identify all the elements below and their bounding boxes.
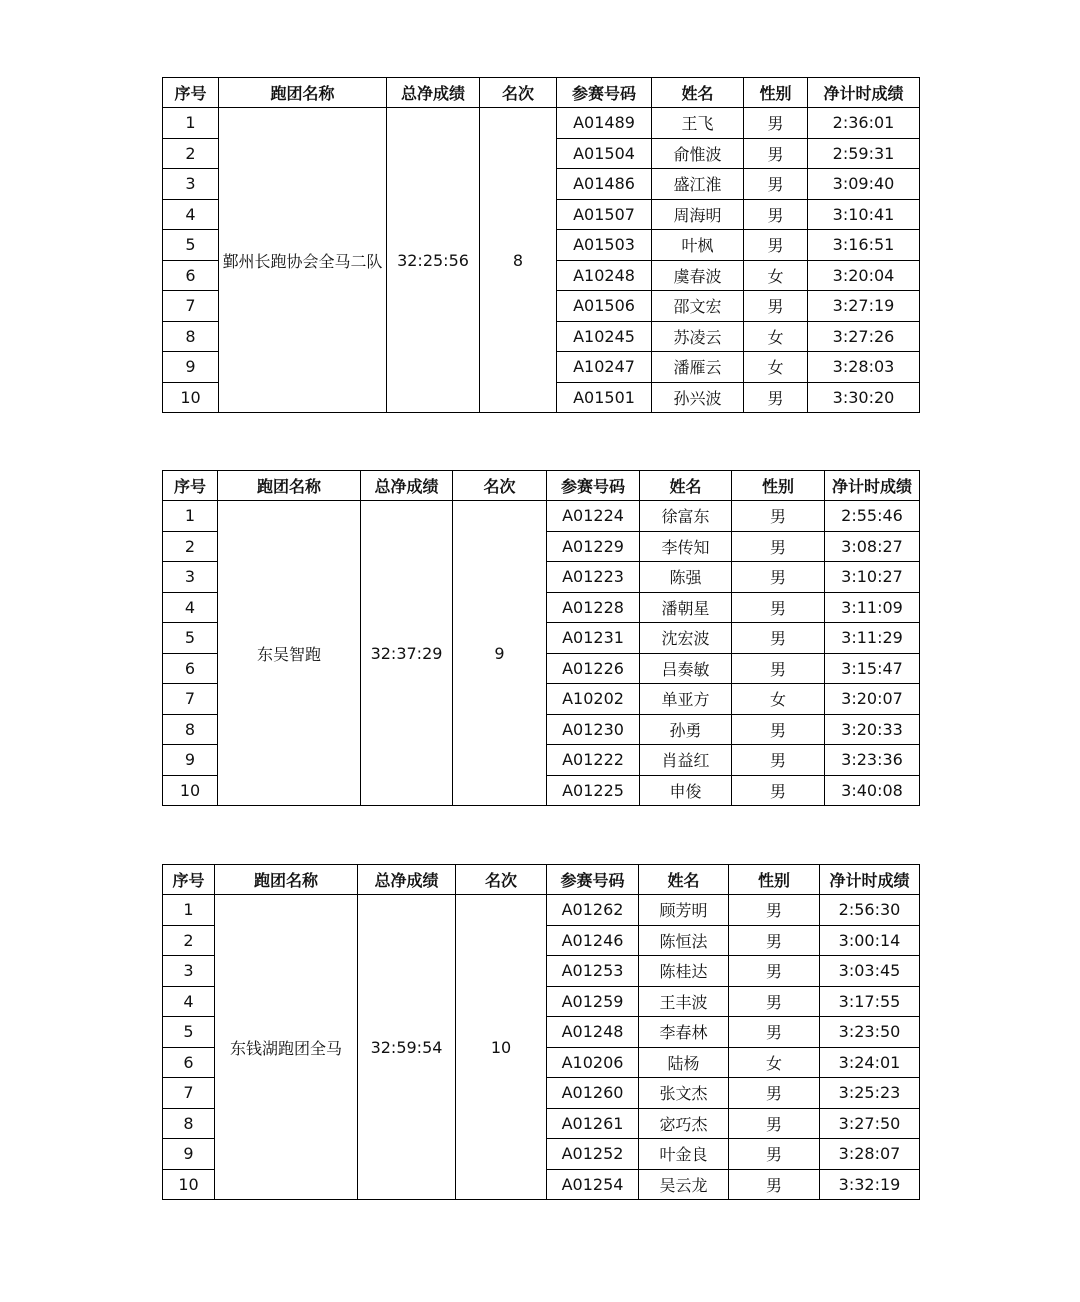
bib-number: A01501 xyxy=(557,382,652,413)
runner-gender: 男 xyxy=(732,592,825,623)
bib-number: A01262 xyxy=(547,895,639,926)
header-name: 姓名 xyxy=(652,78,744,108)
runner-name: 邵文宏 xyxy=(652,291,744,322)
runner-name: 单亚方 xyxy=(640,684,732,715)
runner-gender: 男 xyxy=(729,1169,820,1200)
header-row xyxy=(163,78,920,108)
bib-number: A01231 xyxy=(547,623,640,654)
header-total: 总净成绩 xyxy=(358,865,456,895)
runner-gender: 男 xyxy=(732,501,825,532)
bib-number: A01225 xyxy=(547,775,640,806)
row-number: 5 xyxy=(163,623,218,654)
row-number: 3 xyxy=(163,169,219,200)
net-time: 3:10:27 xyxy=(825,562,920,593)
runner-gender: 男 xyxy=(732,775,825,806)
runner-gender: 男 xyxy=(732,562,825,593)
header-team: 跑团名称 xyxy=(218,471,361,501)
table-row xyxy=(163,108,920,139)
bib-number: A01226 xyxy=(547,653,640,684)
runner-gender: 男 xyxy=(729,1078,820,1109)
runner-gender: 男 xyxy=(732,653,825,684)
runner-name: 潘雁云 xyxy=(652,352,744,383)
net-time: 2:59:31 xyxy=(808,138,920,169)
runner-gender: 女 xyxy=(744,321,808,352)
header-name: 姓名 xyxy=(640,471,732,501)
bib-number: A01504 xyxy=(557,138,652,169)
net-time: 2:55:46 xyxy=(825,501,920,532)
runner-name: 孙兴波 xyxy=(652,382,744,413)
net-time: 3:23:36 xyxy=(825,745,920,776)
row-number: 8 xyxy=(163,714,218,745)
runner-gender: 男 xyxy=(732,714,825,745)
runner-gender: 男 xyxy=(732,745,825,776)
runner-gender: 男 xyxy=(729,895,820,926)
net-time: 3:08:27 xyxy=(825,531,920,562)
row-number: 3 xyxy=(163,562,218,593)
bib-number: A10206 xyxy=(547,1047,639,1078)
row-number: 6 xyxy=(163,1047,215,1078)
row-number: 7 xyxy=(163,1078,215,1109)
row-number: 7 xyxy=(163,684,218,715)
runner-name: 肖益红 xyxy=(640,745,732,776)
team-rank: 10 xyxy=(456,895,547,1200)
bib-number: A01261 xyxy=(547,1108,639,1139)
bib-number: A01254 xyxy=(547,1169,639,1200)
team-rank: 8 xyxy=(480,108,557,413)
runner-gender: 男 xyxy=(729,1139,820,1170)
runner-gender: 男 xyxy=(744,291,808,322)
row-number: 10 xyxy=(163,382,219,413)
net-time: 3:16:51 xyxy=(808,230,920,261)
runner-name: 顾芳明 xyxy=(639,895,729,926)
net-time: 3:17:55 xyxy=(820,986,920,1017)
team-name: 东吴智跑 xyxy=(218,501,361,806)
bib-number: A01252 xyxy=(547,1139,639,1170)
header-gender: 性别 xyxy=(729,865,820,895)
runner-name: 吕奏敏 xyxy=(640,653,732,684)
header-rank: 名次 xyxy=(453,471,547,501)
header-bib: 参赛号码 xyxy=(557,78,652,108)
row-number: 1 xyxy=(163,108,219,139)
runner-gender: 男 xyxy=(729,925,820,956)
row-number: 2 xyxy=(163,138,219,169)
runner-gender: 男 xyxy=(729,956,820,987)
row-number: 6 xyxy=(163,653,218,684)
row-number: 4 xyxy=(163,986,215,1017)
runner-name: 陆杨 xyxy=(639,1047,729,1078)
row-number: 9 xyxy=(163,352,219,383)
team-name: 鄞州长跑协会全马二队 xyxy=(219,108,387,413)
runner-gender: 男 xyxy=(744,169,808,200)
net-time: 3:30:20 xyxy=(808,382,920,413)
row-number: 5 xyxy=(163,1017,215,1048)
net-time: 3:20:04 xyxy=(808,260,920,291)
runner-gender: 男 xyxy=(729,1017,820,1048)
runner-gender: 女 xyxy=(732,684,825,715)
row-number: 5 xyxy=(163,230,219,261)
bib-number: A01253 xyxy=(547,956,639,987)
bib-number: A10248 xyxy=(557,260,652,291)
runner-name: 徐富东 xyxy=(640,501,732,532)
net-time: 2:36:01 xyxy=(808,108,920,139)
results-table-3 xyxy=(162,864,920,1200)
runner-name: 陈桂达 xyxy=(639,956,729,987)
runner-name: 周海明 xyxy=(652,199,744,230)
runner-name: 张文杰 xyxy=(639,1078,729,1109)
bib-number: A01222 xyxy=(547,745,640,776)
header-bib: 参赛号码 xyxy=(547,471,640,501)
row-number: 2 xyxy=(163,925,215,956)
net-time: 3:11:29 xyxy=(825,623,920,654)
results-table-2 xyxy=(162,470,920,806)
row-number: 1 xyxy=(163,501,218,532)
runner-gender: 女 xyxy=(744,260,808,291)
runner-name: 孙勇 xyxy=(640,714,732,745)
runner-name: 陈恒法 xyxy=(639,925,729,956)
header-total: 总净成绩 xyxy=(361,471,453,501)
header-team: 跑团名称 xyxy=(219,78,387,108)
runner-gender: 男 xyxy=(744,382,808,413)
runner-name: 李春林 xyxy=(639,1017,729,1048)
bib-number: A01489 xyxy=(557,108,652,139)
bib-number: A01224 xyxy=(547,501,640,532)
bib-number: A01248 xyxy=(547,1017,639,1048)
net-time: 3:20:33 xyxy=(825,714,920,745)
bib-number: A01503 xyxy=(557,230,652,261)
team-total-time: 32:37:29 xyxy=(361,501,453,806)
runner-name: 苏凌云 xyxy=(652,321,744,352)
runner-name: 王丰波 xyxy=(639,986,729,1017)
row-number: 8 xyxy=(163,321,219,352)
runner-gender: 女 xyxy=(744,352,808,383)
header-time: 净计时成绩 xyxy=(820,865,920,895)
net-time: 3:00:14 xyxy=(820,925,920,956)
net-time: 3:27:26 xyxy=(808,321,920,352)
runner-name: 吴云龙 xyxy=(639,1169,729,1200)
bib-number: A10202 xyxy=(547,684,640,715)
runner-gender: 男 xyxy=(744,230,808,261)
team-name: 东钱湖跑团全马 xyxy=(215,895,358,1200)
runner-gender: 男 xyxy=(729,986,820,1017)
bib-number: A01230 xyxy=(547,714,640,745)
net-time: 3:20:07 xyxy=(825,684,920,715)
runner-gender: 男 xyxy=(744,199,808,230)
bib-number: A01246 xyxy=(547,925,639,956)
bib-number: A01260 xyxy=(547,1078,639,1109)
row-number: 10 xyxy=(163,775,218,806)
net-time: 3:40:08 xyxy=(825,775,920,806)
bib-number: A01229 xyxy=(547,531,640,562)
header-time: 净计时成绩 xyxy=(825,471,920,501)
bib-number: A10247 xyxy=(557,352,652,383)
results-table-1 xyxy=(162,77,920,413)
runner-name: 叶金良 xyxy=(639,1139,729,1170)
runner-name: 潘朝星 xyxy=(640,592,732,623)
net-time: 3:23:50 xyxy=(820,1017,920,1048)
runner-name: 陈强 xyxy=(640,562,732,593)
row-number: 2 xyxy=(163,531,218,562)
row-number: 3 xyxy=(163,956,215,987)
runner-name: 俞惟波 xyxy=(652,138,744,169)
net-time: 3:28:03 xyxy=(808,352,920,383)
bib-number: A01223 xyxy=(547,562,640,593)
net-time: 3:25:23 xyxy=(820,1078,920,1109)
runner-gender: 男 xyxy=(732,623,825,654)
row-number: 10 xyxy=(163,1169,215,1200)
net-time: 3:09:40 xyxy=(808,169,920,200)
team-rank: 9 xyxy=(453,501,547,806)
row-number: 1 xyxy=(163,895,215,926)
header-rank: 名次 xyxy=(480,78,557,108)
runner-name: 李传知 xyxy=(640,531,732,562)
runner-gender: 男 xyxy=(744,138,808,169)
runner-gender: 男 xyxy=(744,108,808,139)
header-no: 序号 xyxy=(163,865,215,895)
bib-number: A10245 xyxy=(557,321,652,352)
row-number: 9 xyxy=(163,1139,215,1170)
runner-gender: 男 xyxy=(732,531,825,562)
team-total-time: 32:59:54 xyxy=(358,895,456,1200)
net-time: 2:56:30 xyxy=(820,895,920,926)
header-bib: 参赛号码 xyxy=(547,865,639,895)
header-no: 序号 xyxy=(163,78,219,108)
net-time: 3:24:01 xyxy=(820,1047,920,1078)
row-number: 9 xyxy=(163,745,218,776)
row-number: 7 xyxy=(163,291,219,322)
row-number: 8 xyxy=(163,1108,215,1139)
bib-number: A01228 xyxy=(547,592,640,623)
bib-number: A01506 xyxy=(557,291,652,322)
net-time: 3:27:19 xyxy=(808,291,920,322)
bib-number: A01259 xyxy=(547,986,639,1017)
header-total: 总净成绩 xyxy=(387,78,480,108)
table-row xyxy=(163,895,920,926)
net-time: 3:15:47 xyxy=(825,653,920,684)
bib-number: A01507 xyxy=(557,199,652,230)
header-no: 序号 xyxy=(163,471,218,501)
header-team: 跑团名称 xyxy=(215,865,358,895)
net-time: 3:10:41 xyxy=(808,199,920,230)
header-name: 姓名 xyxy=(639,865,729,895)
runner-name: 盛江淮 xyxy=(652,169,744,200)
runner-name: 宓巧杰 xyxy=(639,1108,729,1139)
header-gender: 性别 xyxy=(732,471,825,501)
row-number: 6 xyxy=(163,260,219,291)
row-number: 4 xyxy=(163,199,219,230)
header-row xyxy=(163,865,920,895)
team-total-time: 32:25:56 xyxy=(387,108,480,413)
runner-gender: 男 xyxy=(729,1108,820,1139)
header-gender: 性别 xyxy=(744,78,808,108)
runner-name: 沈宏波 xyxy=(640,623,732,654)
runner-name: 叶枫 xyxy=(652,230,744,261)
runner-name: 虞春波 xyxy=(652,260,744,291)
header-rank: 名次 xyxy=(456,865,547,895)
header-row xyxy=(163,471,920,501)
row-number: 4 xyxy=(163,592,218,623)
table-row xyxy=(163,501,920,532)
runner-gender: 女 xyxy=(729,1047,820,1078)
runner-name: 申俊 xyxy=(640,775,732,806)
header-time: 净计时成绩 xyxy=(808,78,920,108)
net-time: 3:11:09 xyxy=(825,592,920,623)
net-time: 3:27:50 xyxy=(820,1108,920,1139)
net-time: 3:28:07 xyxy=(820,1139,920,1170)
runner-name: 王飞 xyxy=(652,108,744,139)
bib-number: A01486 xyxy=(557,169,652,200)
net-time: 3:32:19 xyxy=(820,1169,920,1200)
net-time: 3:03:45 xyxy=(820,956,920,987)
